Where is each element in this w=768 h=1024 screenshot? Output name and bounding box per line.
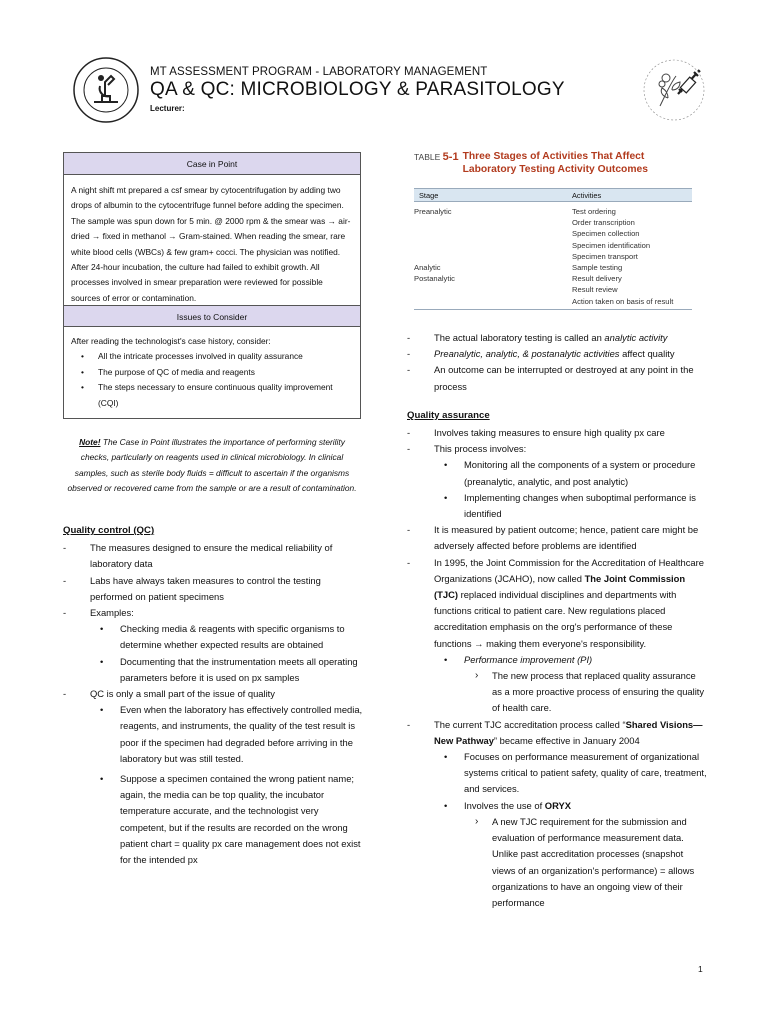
qa-subpoint	[407, 798, 707, 814]
phases-text: affect quality	[619, 348, 675, 360]
oryx-text: Involves the use of	[464, 799, 545, 811]
note-paragraph	[66, 435, 358, 497]
qc-subpoint: • Even when the laboratory has effectively controlled media, reagents, and instruments, the quality of the test result is poor if the specimen had degraded before arriving in the laboratory but was still tested.	[63, 702, 363, 767]
quality-control-section	[63, 523, 363, 868]
activity-cell: Specimen identification	[572, 240, 651, 250]
table-title: Three Stages of Activities That Affect Laboratory Testing Activity Outcomes	[462, 151, 648, 175]
qc-subpoint: • Suppose a specimen contained the wrong patient name; again, the media can be top quality, the incubator temperature accurate, and the technologist very competent, but if the results are recorded on the wrong patient chart = quality px care management does not exist for the intended px	[63, 771, 363, 868]
shared-visions-text-a: The current TJC accreditation process called “	[434, 718, 626, 730]
table-row	[414, 296, 692, 307]
stage-cell	[414, 228, 572, 239]
analytic-point	[407, 330, 707, 346]
table-row	[414, 217, 692, 228]
qa-subpoint: • Implementing changes when suboptimal performance is identified	[407, 490, 707, 522]
activity-cell: Specimen collection	[572, 229, 640, 239]
table-label	[414, 150, 459, 176]
analytic-point: - An outcome can be interrupted or destroyed at any point in the process	[407, 362, 707, 394]
case-in-point-heading: Case in Point	[64, 153, 360, 175]
issue-item: • All the intricate processes involved in quality assurance	[71, 349, 353, 364]
activity-cell: Sample testing	[572, 263, 623, 273]
issue-item: • The steps necessary to ensure continuous quality improvement (CQI)	[71, 380, 353, 411]
oryx-name: ORYX	[544, 799, 572, 811]
tjc-text-a: In 1995, the Joint Commission for the Accreditation of Healthcare Organizations (JCAHO), now called	[434, 556, 704, 584]
tjc-text-c: replaced individual disciplines and departments with functions critical to patient care. New regulations placed accreditation emphasis on the org's performance of these functions → making them everyone's responsibility.	[434, 589, 677, 649]
qc-item: - The measures designed to ensure the medical reliability of laboratory data	[63, 540, 363, 572]
issue-item: • The purpose of QC of media and reagents	[71, 365, 353, 380]
stage-cell	[414, 296, 572, 307]
issues-intro: After reading the technologist's case history, consider:	[71, 336, 271, 346]
qa-subsubpoint: › A new TJC requirement for the submission and evaluation of performance measurement data. Unlike past accreditation processes (snapshot views of an organization's performance) = allows organizations to have an ongoing view of their performance	[407, 814, 707, 911]
program-title: MT ASSESSMENT PROGRAM - LABORATORY MANAGEMENT	[150, 66, 488, 78]
university-seal-logo	[72, 56, 140, 124]
analytic-text: The actual laboratory testing is called an	[434, 332, 605, 343]
qa-subpoint: • Focuses on performance measurement of organizational systems critical to patient safety, quality of care, treatment, and services.	[407, 749, 707, 798]
stage-cell	[414, 284, 572, 295]
activity-cell: Result delivery	[572, 274, 622, 284]
activity-cell: Order transcription	[572, 218, 635, 228]
case-in-point-text: A night shift mt prepared a csf smear by cytocentrifugation by adding two drops of albumin to the cytocentrifuge funnel before adding the specimen. The sample was spun down for 5 min. @ 2000 rpm & the smear was → air-dried → fixed in methanol → Gram-stained. When reading the smear, rare white blood cells (WBCs) & few gram+ cocci. The physician was notified. After 24-hour incubation, the culture had failed to exhibit growth. All processes involved in smear preparation were reviewed for possible sources of error or contamination.	[71, 185, 351, 303]
medtech-emblem-logo	[640, 54, 708, 126]
table-row	[414, 228, 692, 239]
qc-item: - Examples:	[63, 605, 363, 621]
stage-cell	[414, 217, 572, 228]
qc-example: • Checking media & reagents with specific organisms to determine whether expected results are obtained	[63, 621, 363, 653]
qa-item	[407, 717, 707, 749]
table-row	[414, 251, 692, 262]
col-activities-header: Activities	[572, 191, 602, 200]
lecturer-label: Lecturer:	[150, 104, 185, 113]
stage-cell	[414, 251, 572, 262]
analytic-point	[407, 346, 707, 362]
table-caption	[414, 150, 692, 176]
stage-cell: Analytic	[414, 263, 441, 273]
table-label-text: TABLE	[414, 152, 441, 162]
table-row	[414, 284, 692, 295]
note-label: Note!	[79, 437, 101, 447]
qa-heading: Quality assurance	[407, 409, 490, 421]
performance-improvement: Performance improvement (PI)	[464, 653, 593, 665]
table-header-row	[414, 188, 692, 202]
activity-cell: Test ordering	[572, 207, 616, 216]
qa-subsubpoint: › The new process that replaced quality assurance as a more proactive process of ensuring the quality of health care.	[407, 668, 707, 717]
qc-heading: Quality control (QC)	[63, 525, 155, 536]
stage-cell	[414, 240, 572, 251]
note-text: The Case in Point illustrates the importance of performing sterility checks, particularly on reagents used in clinical microbiology. In clinical samples, such as sterile body fluids = difficult to ascertain if the organisms observed or recovered came from the sample or are a result of contamination.	[67, 437, 357, 494]
activity-cell: Action taken on basis of result	[572, 296, 674, 306]
activity-cell: Result review	[572, 285, 618, 295]
issues-heading: Issues to Consider	[64, 305, 360, 327]
table-number: 5-1	[442, 151, 459, 163]
col-stage-header: Stage	[419, 191, 439, 200]
table-row	[414, 273, 692, 284]
activity-cell: Specimen transport	[572, 251, 638, 261]
right-column	[407, 330, 707, 911]
issues-body	[64, 327, 360, 411]
qa-subpoint: • Monitoring all the components of a system or procedure (preanalytic, analytic, and post analytic)	[407, 457, 707, 489]
tjc-name: The Joint Commission (TJC)	[434, 572, 686, 601]
stage-cell: Postanalytic	[414, 274, 455, 284]
qa-item	[407, 555, 707, 652]
stage-cell: Preanalytic	[414, 207, 452, 216]
shared-visions-text-c: ” became effective in January 2004	[493, 734, 640, 746]
issues-list	[71, 349, 353, 411]
table-5-1	[414, 150, 692, 310]
shared-visions-name: Shared Visions—New Pathway	[434, 718, 703, 746]
qa-item: - This process involves:	[407, 441, 707, 457]
page-title: QA & QC: MICROBIOLOGY & PARASITOLOGY	[150, 79, 565, 100]
page-number: 1	[698, 964, 703, 974]
phases-emphasis: Preanalytic, analytic, & postanalytic activities	[434, 348, 620, 360]
qa-item: - It is measured by patient outcome; hence, patient care might be adversely affected before problems are identified	[407, 522, 707, 554]
table-row	[414, 206, 692, 217]
case-in-point-box	[63, 152, 361, 419]
table-body	[414, 202, 692, 310]
table-row	[414, 240, 692, 251]
qc-example: • Documenting that the instrumentation meets all operating parameters before it is used on px samples	[63, 654, 363, 686]
qc-item: - Labs have always taken measures to control the testing performed on patient specimens	[63, 573, 363, 605]
table-row	[414, 262, 692, 273]
qa-item: - Involves taking measures to ensure high quality px care	[407, 425, 707, 441]
qc-item: - QC is only a small part of the issue of quality	[63, 686, 363, 702]
qa-subpoint	[407, 652, 707, 668]
analytic-emphasis: analytic activity	[604, 332, 668, 343]
